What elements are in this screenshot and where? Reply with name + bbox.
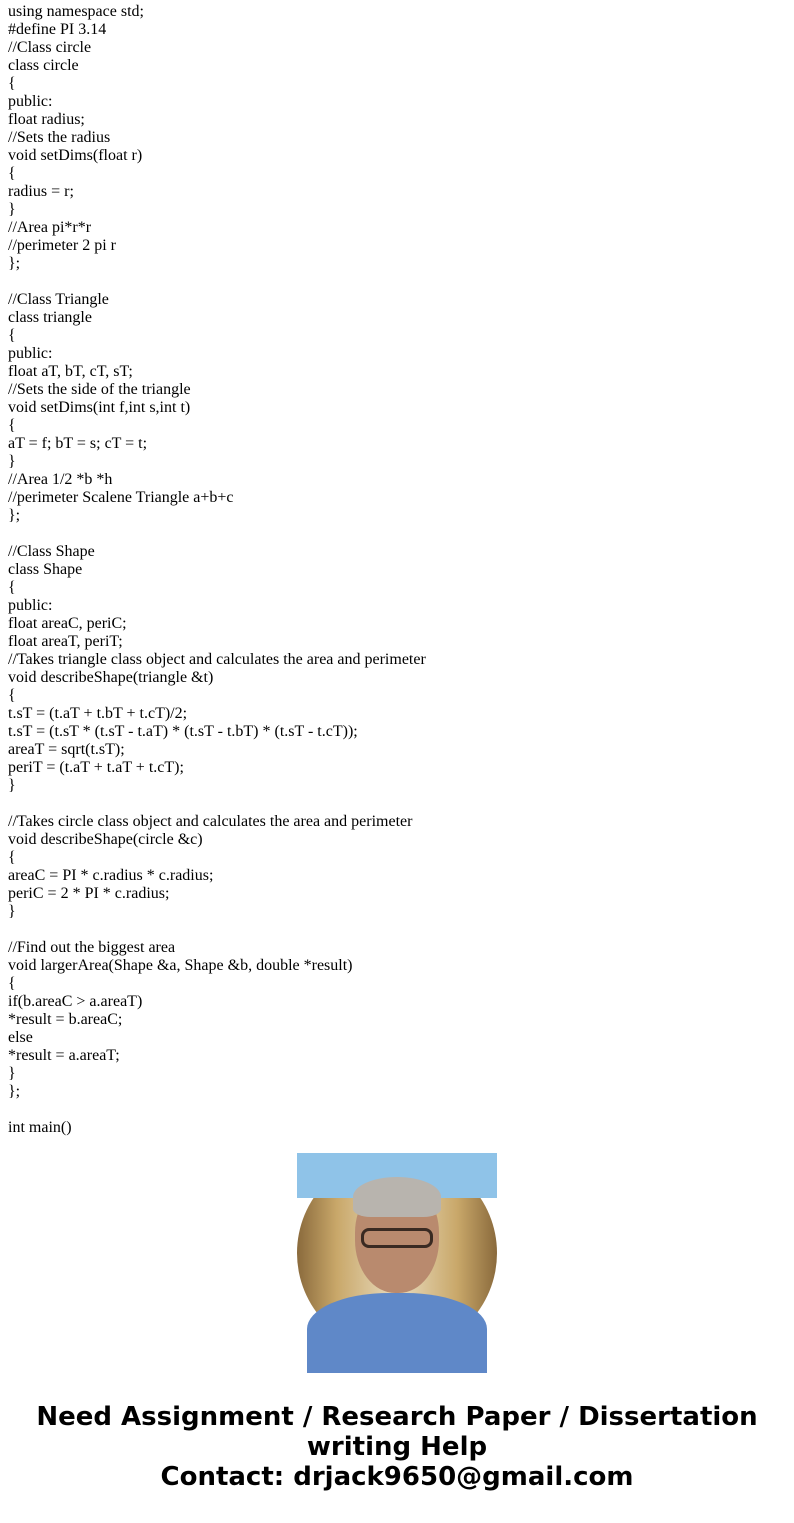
code-listing bbox=[8, 3, 788, 1136]
code-line: } bbox=[8, 453, 16, 470]
code-line: { bbox=[8, 849, 16, 866]
code-line: void setDims(float r) bbox=[8, 147, 143, 164]
code-line: areaT = sqrt(t.sT); bbox=[8, 741, 125, 758]
code-line: //Sets the side of the triangle bbox=[8, 381, 191, 398]
code-line: float areaT, periT; bbox=[8, 633, 123, 650]
code-line: //Area 1/2 *b *h bbox=[8, 471, 113, 488]
code-line: else bbox=[8, 1029, 33, 1046]
code-line: void largerArea(Shape &a, Shape &b, double *result) bbox=[8, 957, 353, 974]
code-line: int main() bbox=[8, 1119, 72, 1136]
code-line: public: bbox=[8, 93, 53, 110]
code-line bbox=[8, 921, 788, 939]
code-line: //perimeter Scalene Triangle a+b+c bbox=[8, 489, 234, 506]
author-photo bbox=[297, 1153, 497, 1353]
code-line: areaC = PI * c.radius * c.radius; bbox=[8, 867, 214, 884]
promo-line-2: writing Help bbox=[306, 1432, 488, 1462]
code-line: void setDims(int f,int s,int t) bbox=[8, 399, 191, 416]
code-line: periT = (t.aT + t.aT + t.cT); bbox=[8, 759, 184, 776]
code-line: }; bbox=[8, 507, 21, 524]
code-line: class Shape bbox=[8, 561, 83, 578]
code-line: class circle bbox=[8, 57, 79, 74]
code-line: //Find out the biggest area bbox=[8, 939, 176, 956]
code-line: void describeShape(circle &c) bbox=[8, 831, 203, 848]
code-line: { bbox=[8, 579, 16, 596]
code-line: //Takes triangle class object and calculates the area and perimeter bbox=[8, 651, 426, 668]
contact-line: Contact: drjack9650@gmail.com bbox=[160, 1462, 634, 1492]
code-line: void describeShape(triangle &t) bbox=[8, 669, 214, 686]
code-line: *result = a.areaT; bbox=[8, 1047, 120, 1064]
code-line: } bbox=[8, 777, 16, 794]
code-line: float areaC, periC; bbox=[8, 615, 127, 632]
code-line bbox=[8, 525, 788, 543]
code-line: *result = b.areaC; bbox=[8, 1011, 123, 1028]
promo-footer bbox=[0, 1402, 794, 1492]
code-line: periC = 2 * PI * c.radius; bbox=[8, 885, 170, 902]
code-line: }; bbox=[8, 255, 21, 272]
code-line: t.sT = (t.sT * (t.sT - t.aT) * (t.sT - t.bT) * (t.sT - t.cT)); bbox=[8, 723, 358, 740]
code-line: //Area pi*r*r bbox=[8, 219, 92, 236]
code-line: { bbox=[8, 327, 16, 344]
code-line: { bbox=[8, 687, 16, 704]
promo-line-1: Need Assignment / Research Paper / Dissertation bbox=[36, 1402, 758, 1432]
code-line: //Takes circle class object and calculates the area and perimeter bbox=[8, 813, 413, 830]
code-line: #define PI 3.14 bbox=[8, 21, 107, 38]
code-line: { bbox=[8, 165, 16, 182]
code-line: { bbox=[8, 975, 16, 992]
code-line: float aT, bT, cT, sT; bbox=[8, 363, 133, 380]
code-line: { bbox=[8, 75, 16, 92]
code-line: //Sets the radius bbox=[8, 129, 111, 146]
code-line: if(b.areaC > a.areaT) bbox=[8, 993, 143, 1010]
code-line bbox=[8, 795, 788, 813]
code-line: using namespace std; bbox=[8, 3, 144, 20]
code-line: }; bbox=[8, 1083, 21, 1100]
code-line: } bbox=[8, 201, 16, 218]
code-line bbox=[8, 1101, 788, 1119]
code-line: //Class Triangle bbox=[8, 291, 109, 308]
code-line: { bbox=[8, 417, 16, 434]
code-line: //Class circle bbox=[8, 39, 92, 56]
code-line: float radius; bbox=[8, 111, 85, 128]
code-line: //perimeter 2 pi r bbox=[8, 237, 116, 254]
code-line: } bbox=[8, 903, 16, 920]
code-line: //Class Shape bbox=[8, 543, 95, 560]
code-line: radius = r; bbox=[8, 183, 74, 200]
code-line: class triangle bbox=[8, 309, 92, 326]
code-line: public: bbox=[8, 597, 53, 614]
code-line: public: bbox=[8, 345, 53, 362]
code-line: t.sT = (t.aT + t.bT + t.cT)/2; bbox=[8, 705, 188, 722]
glasses-icon bbox=[361, 1228, 433, 1248]
code-line: aT = f; bT = s; cT = t; bbox=[8, 435, 148, 452]
code-line bbox=[8, 273, 788, 291]
code-line: } bbox=[8, 1065, 16, 1082]
